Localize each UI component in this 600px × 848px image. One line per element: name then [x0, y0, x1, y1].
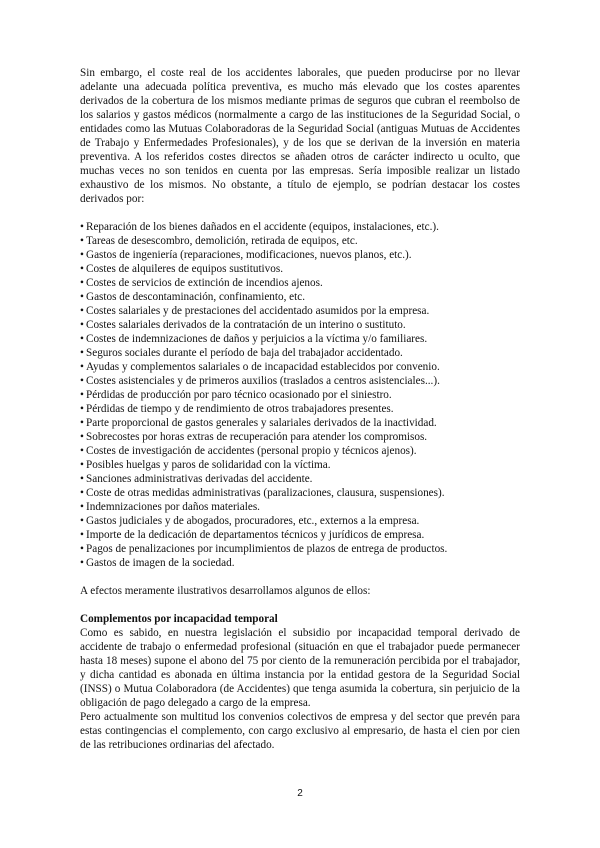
list-item-text: Costes salariales derivados de la contratación de un interino o sustituto. — [86, 319, 406, 331]
bullet-icon: • — [80, 221, 84, 233]
bullet-icon: • — [80, 263, 84, 275]
bullet-icon: • — [80, 417, 84, 429]
list-item — [80, 430, 520, 444]
list-item — [80, 248, 520, 262]
bullet-icon: • — [80, 375, 84, 387]
list-item — [80, 262, 520, 276]
bullet-icon: • — [80, 459, 84, 471]
list-item-text: Pérdidas de tiempo y de rendimiento de otros trabajadores presentes. — [86, 403, 394, 415]
bullet-icon: • — [80, 305, 84, 317]
page-content — [80, 66, 520, 752]
list-item — [80, 472, 520, 486]
list-item-text: Reparación de los bienes dañados en el accidente (equipos, instalaciones, etc.). — [86, 221, 439, 233]
bullet-icon: • — [80, 473, 84, 485]
list-item — [80, 346, 520, 360]
bullet-icon: • — [80, 319, 84, 331]
list-item — [80, 458, 520, 472]
bullet-icon: • — [80, 515, 84, 527]
list-item — [80, 444, 520, 458]
cost-list — [80, 220, 520, 570]
list-item-text: Pérdidas de producción por paro técnico ocasionado por el siniestro. — [86, 389, 392, 401]
bullet-icon: • — [80, 445, 84, 457]
section-paragraph-2: Pero actualmente son multitud los convenios colectivos de empresa y del sector que prevén para estas contingencias el complemento, con cargo exclusivo al empresario, de hasta el cien por cien de las retribuciones ordinarias del afectado. — [80, 711, 520, 751]
list-item — [80, 304, 520, 318]
bullet-icon: • — [80, 361, 84, 373]
list-item — [80, 220, 520, 234]
list-item-text: Importe de la dedicación de departamentos técnicos y jurídicos de empresa. — [86, 529, 425, 541]
list-item — [80, 486, 520, 500]
list-item-text: Tareas de desescombro, demolición, retirada de equipos, etc. — [86, 235, 358, 247]
page-number: 2 — [297, 788, 303, 799]
list-item-text: Gastos de descontaminación, confinamiento, etc. — [86, 291, 306, 303]
list-item — [80, 556, 520, 570]
list-item-text: Costes salariales y de prestaciones del accidentado asumidos por la empresa. — [86, 305, 430, 317]
bullet-icon: • — [80, 557, 84, 569]
list-item — [80, 500, 520, 514]
list-item — [80, 528, 520, 542]
list-item-text: Gastos de imagen de la sociedad. — [86, 557, 235, 569]
bullet-icon: • — [80, 403, 84, 415]
list-item-text: Coste de otras medidas administrativas (paralizaciones, clausura, suspensiones). — [86, 487, 445, 499]
bullet-icon: • — [80, 249, 84, 261]
list-item-text: Gastos de ingeniería (reparaciones, modificaciones, nuevos planos, etc.). — [86, 249, 412, 261]
list-item — [80, 514, 520, 528]
list-item-text: Gastos judiciales y de abogados, procuradores, etc., externos a la empresa. — [86, 515, 420, 527]
list-item — [80, 374, 520, 388]
bullet-icon: • — [80, 347, 84, 359]
bullet-icon: • — [80, 277, 84, 289]
bullet-icon: • — [80, 487, 84, 499]
list-item — [80, 234, 520, 248]
list-item — [80, 360, 520, 374]
list-item — [80, 388, 520, 402]
list-item-text: Posibles huelgas y paros de solidaridad con la víctima. — [86, 459, 331, 471]
bullet-icon: • — [80, 529, 84, 541]
list-item-text: Costes de indemnizaciones de daños y perjuicios a la víctima y/o familiares. — [86, 333, 428, 345]
bullet-icon: • — [80, 431, 84, 443]
bullet-icon: • — [80, 291, 84, 303]
list-item-text: Sanciones administrativas derivadas del accidente. — [86, 473, 313, 485]
list-item-text: Parte proporcional de gastos generales y salariales derivados de la inactividad. — [86, 417, 437, 429]
list-item-text: Ayudas y complementos salariales o de incapacidad establecidos por convenio. — [86, 361, 440, 373]
section-paragraph-1: Como es sabido, en nuestra legislación el subsidio por incapacidad temporal derivado de accidente de trabajo o enfermedad profesional (situación en que el trabajador puede permanecer hasta 18 meses) supone el abono del 75 por ciento de la remuneración percibida por el trabajador, y dicha cantidad es abonada en última instancia por la entidad gestora de la Seguridad Social (INSS) o Mutua Colaboradora (de Accidentes) que tenga asumida la cobertura, sin perjuicio de la obligación de pago delegado a cargo de la empresa. — [80, 627, 520, 709]
list-item-text: Costes asistenciales y de primeros auxilios (traslados a centros asistenciales...). — [86, 375, 440, 387]
bullet-icon: • — [80, 543, 84, 555]
list-item — [80, 332, 520, 346]
list-item-text: Indemnizaciones por daños materiales. — [86, 501, 260, 513]
section-heading: Complementos por incapacidad temporal — [80, 613, 278, 625]
intro-paragraph: Sin embargo, el coste real de los accidentes laborales, que pueden producirse por no llevar adelante una adecuada política preventiva, es mucho más elevado que los costes aparentes derivados de la cobertura de los mismos mediante primas de seguros que cubran el reembolso de los salarios y gastos médicos (normalmente a cargo de las instituciones de la Seguridad Social, o entidades como las Mutuas Colaboradoras de la Seguridad Social (antiguas Mutuas de Accidentes de Trabajo y Enfermedades Profesionales), y de los que se derivan de la inversión en materia preventiva. A los referidos costes directos se añaden otros de carácter indirecto u oculto, que muchas veces no son tenidos en cuenta por las empresas. Sería imposible realizar un listado exhaustivo de los mismos. No obstante, a título de ejemplo, se podrían destacar los costes derivados por: — [80, 67, 520, 205]
list-item-text: Costes de servicios de extinción de incendios ajenos. — [86, 277, 323, 289]
list-item — [80, 318, 520, 332]
list-item — [80, 402, 520, 416]
list-item-text: Seguros sociales durante el período de baja del trabajador accidentado. — [86, 347, 403, 359]
list-item — [80, 416, 520, 430]
list-item — [80, 276, 520, 290]
illustrative-sentence: A efectos meramente ilustrativos desarrollamos algunos de ellos: — [80, 585, 371, 597]
list-item-text: Costes de alquileres de equipos sustitutivos. — [86, 263, 284, 275]
bullet-icon: • — [80, 235, 84, 247]
bullet-icon: • — [80, 501, 84, 513]
bullet-icon: • — [80, 389, 84, 401]
list-item-text: Costes de investigación de accidentes (personal propio y técnicos ajenos). — [86, 445, 417, 457]
list-item — [80, 290, 520, 304]
list-item-text: Pagos de penalizaciones por incumplimientos de plazos de entrega de productos. — [86, 543, 448, 555]
bullet-icon: • — [80, 333, 84, 345]
list-item-text: Sobrecostes por horas extras de recuperación para atender los compromisos. — [86, 431, 428, 443]
list-item — [80, 542, 520, 556]
